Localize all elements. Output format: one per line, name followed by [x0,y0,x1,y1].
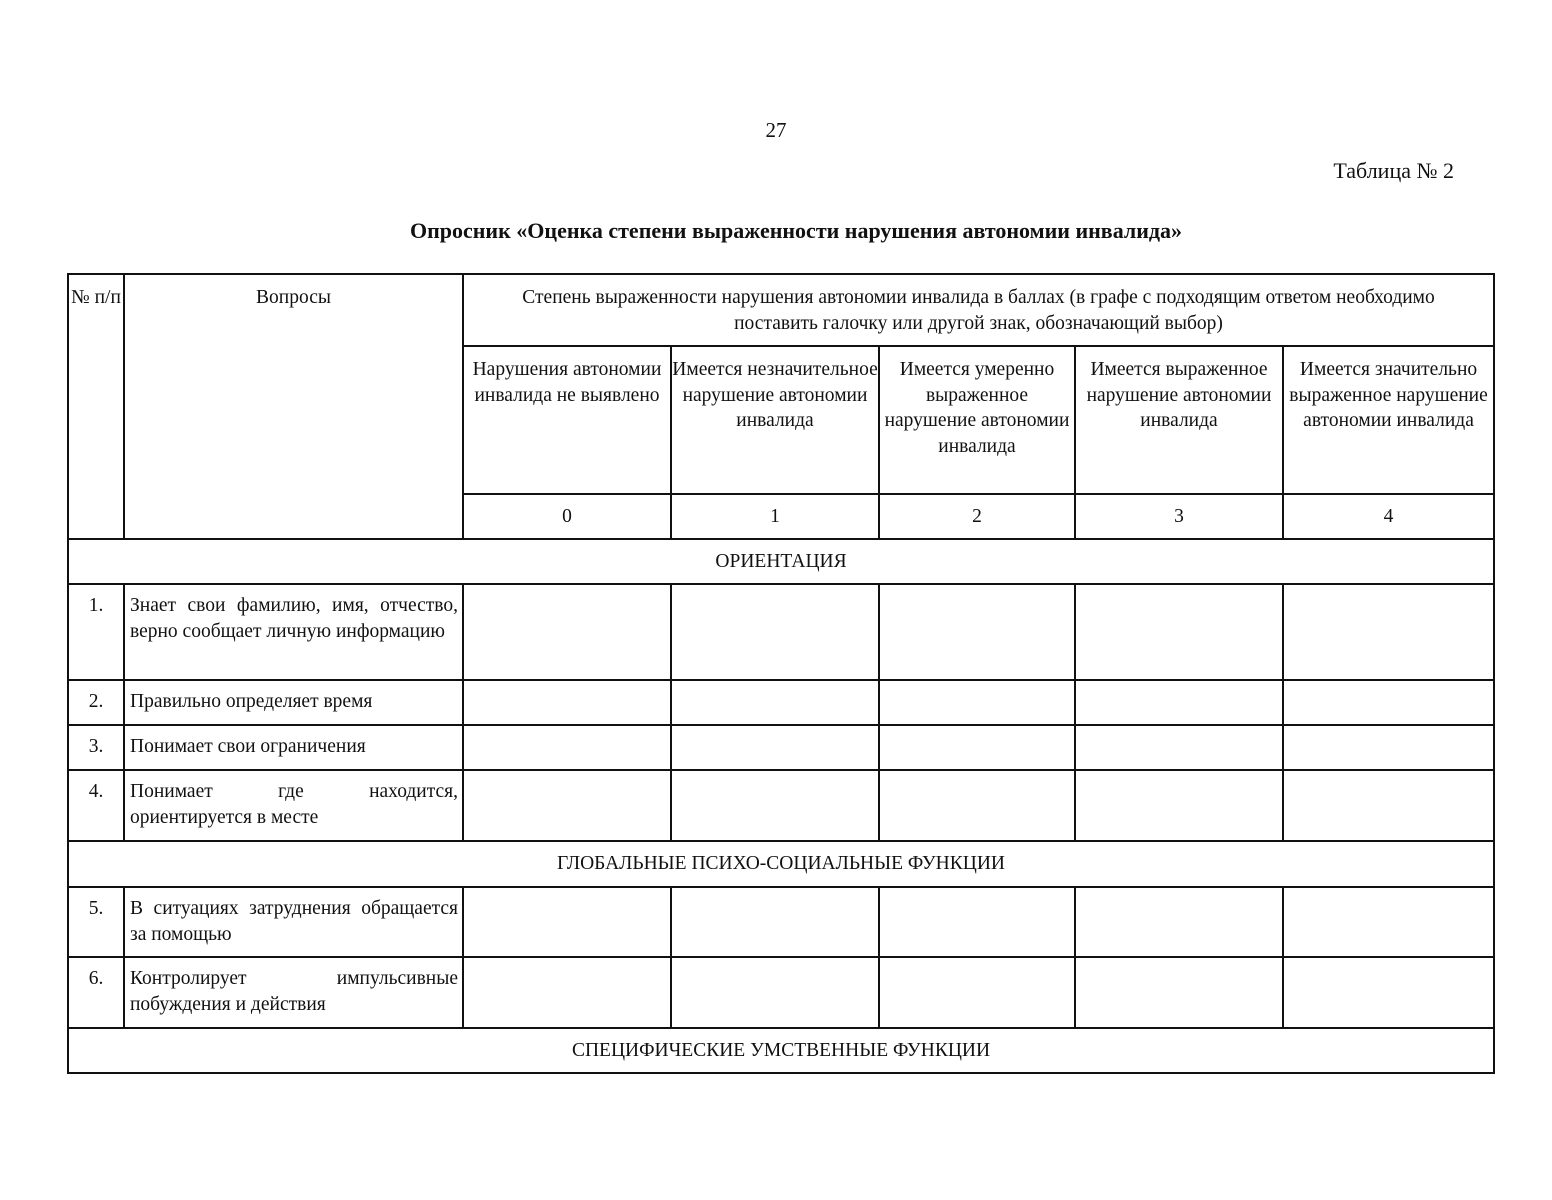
question-row [68,584,1494,680]
question-number: 3. [68,725,124,770]
question-text: Понимает где находится, ориентируется в месте [124,770,463,841]
question-text: Понимает свои ограничения [124,725,463,770]
score-cell: 1 [671,494,879,539]
answer-cell[interactable] [1075,680,1283,725]
answer-cell[interactable] [1283,957,1494,1028]
answer-cell[interactable] [671,725,879,770]
answer-cell[interactable] [879,770,1075,841]
question-number: 5. [68,887,124,957]
answer-cell[interactable] [879,887,1075,957]
answer-cell[interactable] [1075,887,1283,957]
answer-cell[interactable] [1075,957,1283,1028]
answer-cell[interactable] [1283,725,1494,770]
answer-cell[interactable] [671,957,879,1028]
answer-cell[interactable] [1075,725,1283,770]
answer-cell[interactable] [671,887,879,957]
question-text: Знает свои фамилию, имя, отчество, верно сообщает личную информацию [124,584,463,680]
answer-cell[interactable] [879,680,1075,725]
answer-cell[interactable] [879,725,1075,770]
answer-cell[interactable] [463,957,671,1028]
table-label: Таблица № 2 [1333,158,1454,183]
degree-column-header: Имеется значительно выраженное нарушение автономии инвалида [1283,346,1494,494]
answer-cell[interactable] [463,584,671,680]
section-row [68,1028,1494,1073]
section-title: СПЕЦИФИЧЕСКИЕ УМСТВЕННЫЕ ФУНКЦИИ [68,1028,1494,1073]
answer-cell[interactable] [1283,584,1494,680]
number-column-header: № п/п [68,274,124,539]
section-row [68,539,1494,584]
degree-column-header: Имеется выраженное нарушение автономии инвалида [1075,346,1283,494]
answer-cell[interactable] [1283,680,1494,725]
question-row [68,680,1494,725]
question-text: Контролирует импульсивные побуждения и действия [124,957,463,1028]
score-cell: 4 [1283,494,1494,539]
degree-column-header: Нарушения автономии инвалида не выявлено [463,346,671,494]
degree-column-header: Имеется умеренно выраженное нарушение автономии инвалида [879,346,1075,494]
question-text: Правильно определяет время [124,680,463,725]
answer-cell[interactable] [1283,770,1494,841]
score-cell: 2 [879,494,1075,539]
question-number: 4. [68,770,124,841]
questionnaire-table [67,273,1495,1074]
answer-cell[interactable] [671,584,879,680]
answer-cell[interactable] [879,957,1075,1028]
section-title: ОРИЕНТАЦИЯ [68,539,1494,584]
question-row [68,770,1494,841]
answer-cell[interactable] [463,725,671,770]
question-text: В ситуациях затруднения обращается за помощью [124,887,463,957]
score-cell: 3 [1075,494,1283,539]
question-number: 1. [68,584,124,680]
answer-cell[interactable] [671,770,879,841]
degree-column-header: Имеется незначительное нарушение автономии инвалида [671,346,879,494]
header-row [68,274,1494,346]
answer-cell[interactable] [463,680,671,725]
answer-cell[interactable] [1075,770,1283,841]
question-number: 2. [68,680,124,725]
answer-cell[interactable] [1283,887,1494,957]
question-row [68,887,1494,957]
answer-cell[interactable] [463,887,671,957]
answer-cell[interactable] [879,584,1075,680]
score-cell: 0 [463,494,671,539]
question-row [68,957,1494,1028]
degree-header: Степень выраженности нарушения автономии инвалида в баллах (в графе с подходящим ответом необходимо поставить галочку или другой знак, обозначающий выбор) [463,274,1494,346]
document-title: Опросник «Оценка степени выраженности нарушения автономии инвалида» [409,218,1183,243]
answer-cell[interactable] [1075,584,1283,680]
answer-cell[interactable] [671,680,879,725]
question-row [68,725,1494,770]
section-title: ГЛОБАЛЬНЫЕ ПСИХО-СОЦИАЛЬНЫЕ ФУНКЦИИ [68,841,1494,887]
question-number: 6. [68,957,124,1028]
answer-cell[interactable] [463,770,671,841]
page-number: 27 [765,118,787,142]
section-row [68,841,1494,887]
questions-column-header: Вопросы [124,274,463,539]
